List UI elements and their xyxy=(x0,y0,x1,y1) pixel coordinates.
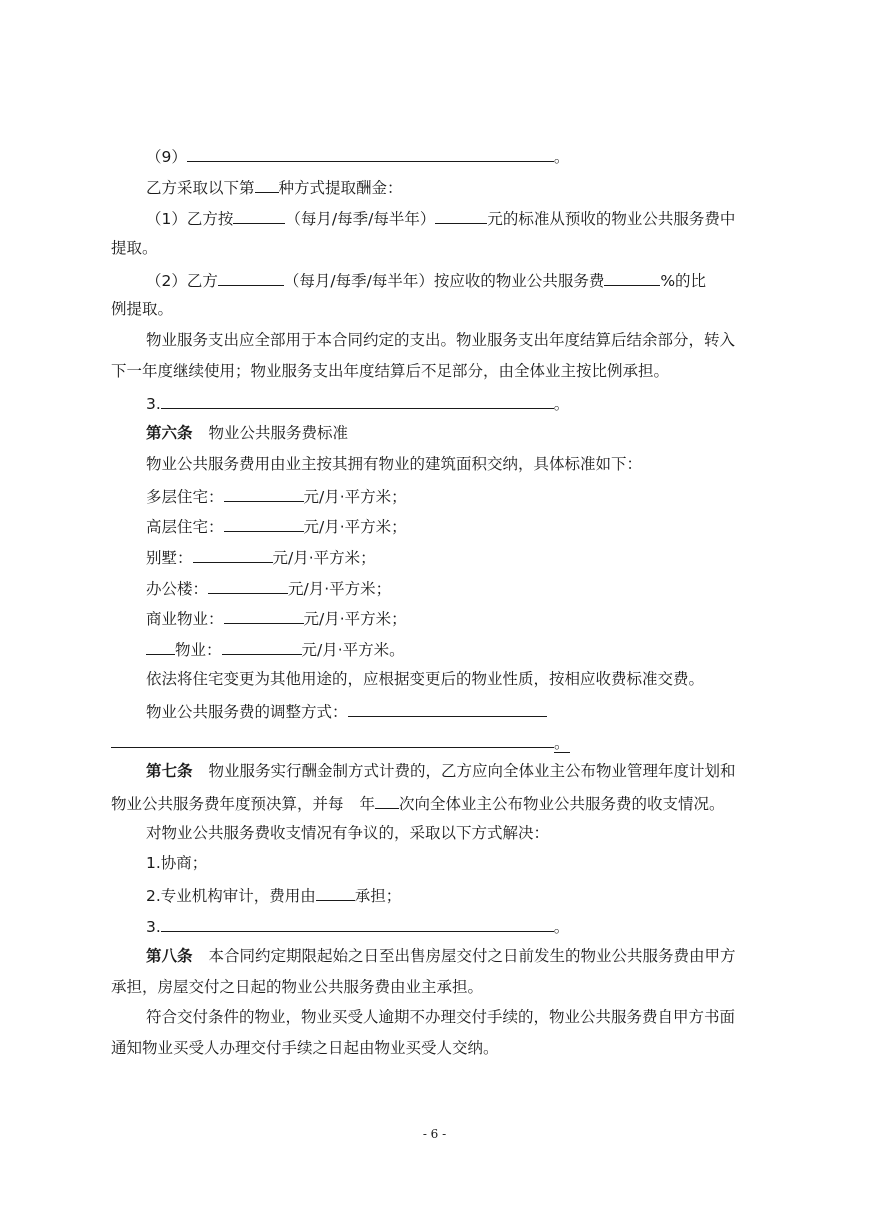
text: 本合同约定期限起始之日至出售房屋交付之日前发生的物业公共服务费由甲方 xyxy=(208,947,736,965)
expense-line-1: 物业服务支出应全部用于本合同约定的支出。物业服务支出年度结算后结余部分，转入 xyxy=(146,331,736,349)
article-8-line-1 xyxy=(146,946,736,966)
article-7-line-1 xyxy=(146,761,736,781)
rate-label: 物业： xyxy=(175,641,222,659)
rate-unit: 元/月·平方米； xyxy=(288,580,392,598)
text: 乙方采取以下第 xyxy=(146,179,255,197)
blank-field[interactable] xyxy=(255,176,279,193)
rate-unit: 元/月·平方米。 xyxy=(301,641,405,659)
rate-label: 别墅： xyxy=(146,549,193,567)
text: （每月/每季/每半年） xyxy=(285,210,436,228)
rate-label: 多层住宅： xyxy=(146,488,224,506)
adjust-method xyxy=(146,700,547,722)
rate-label: 办公楼： xyxy=(146,580,209,598)
article-7-line-2 xyxy=(111,792,725,814)
blank-field[interactable] xyxy=(316,884,355,901)
article-number: 第七条 xyxy=(146,762,193,780)
article-6-intro: 物业公共服务费用由业主按其拥有物业的建筑面积交纳，具体标准如下： xyxy=(146,455,643,473)
rate-label: 商业物业： xyxy=(146,610,224,628)
punctuation: 。 xyxy=(553,918,570,936)
punctuation: 。 xyxy=(553,395,570,413)
blank-field[interactable] xyxy=(193,546,273,563)
blank-field[interactable] xyxy=(224,485,304,502)
method-2-line-1 xyxy=(146,269,706,291)
expense-line-2: 下一年度继续使用；物业服务支出年度结算后不足部分，由全体业主按比例承担。 xyxy=(111,362,670,380)
method-1-line-1 xyxy=(146,207,735,229)
item-label: 3. xyxy=(146,395,161,413)
item-label: （9） xyxy=(146,148,187,166)
article-number: 第六条 xyxy=(146,424,193,442)
blank-field[interactable] xyxy=(218,269,284,286)
article-number: 第八条 xyxy=(146,947,193,965)
text: %的比 xyxy=(660,272,707,290)
method-intro xyxy=(146,176,403,198)
text: 种方式提取酬金： xyxy=(278,179,403,197)
change-rule: 依法将住宅变更为其他用途的，应根据变更后的物业性质，按相应收费标准交费。 xyxy=(146,670,705,688)
text: 物业公共服务费年度预决算，并每 xyxy=(111,795,344,813)
blank-field[interactable] xyxy=(604,269,660,286)
page-number: - 6 - xyxy=(422,1127,447,1141)
rate-row xyxy=(146,607,407,629)
rate-row xyxy=(146,515,407,537)
text: 2.专业机构审计，费用由 xyxy=(146,887,316,905)
rate-unit: 元/月·平方米； xyxy=(303,610,407,628)
blank-field[interactable] xyxy=(348,700,547,717)
rate-row xyxy=(146,577,391,599)
blank-field[interactable] xyxy=(233,207,285,224)
dispute-option-2 xyxy=(146,884,401,906)
rate-row xyxy=(146,546,376,568)
item-label: 3. xyxy=(146,918,161,936)
article-8-line-2: 承担，房屋交付之日起的物业公共服务费由业主承担。 xyxy=(111,978,484,996)
method-1-line-2: 提取。 xyxy=(111,239,158,257)
article-6-heading xyxy=(146,423,348,443)
article-title: 物业公共服务费标准 xyxy=(208,424,349,442)
dispute-option-3 xyxy=(146,915,569,937)
blank-field[interactable] xyxy=(375,792,399,809)
rate-row xyxy=(146,638,405,660)
text: 物业服务实行酬金制方式计费的，乙方应向全体业主公布物业管理年度计划和 xyxy=(208,762,736,780)
blank-field[interactable] xyxy=(224,607,304,624)
text: 次向全体业主公布物业公共服务费的收支情况。 xyxy=(399,795,725,813)
dispute-option-1: 1.协商； xyxy=(146,854,208,872)
field-label: 物业公共服务费的调整方式： xyxy=(146,703,348,721)
blank-field[interactable] xyxy=(111,731,554,748)
blank-field[interactable] xyxy=(146,638,175,655)
item-3-a xyxy=(146,392,569,414)
rate-label: 高层住宅： xyxy=(146,518,224,536)
dispute-intro: 对物业公共服务费收支情况有争议的，采取以下方式解决： xyxy=(146,824,550,842)
blank-field[interactable] xyxy=(222,638,302,655)
method-2-line-2: 例提取。 xyxy=(111,300,174,318)
text: 元的标准从预收的物业公共服务费中 xyxy=(487,210,736,228)
blank-field[interactable] xyxy=(208,577,288,594)
text: （每月/每季/每半年）按应收的物业公共服务费 xyxy=(283,272,605,290)
punctuation: 。 xyxy=(553,148,570,166)
rate-unit: 元/月·平方米； xyxy=(303,488,407,506)
text: （1）乙方按 xyxy=(146,210,234,228)
blank-field[interactable] xyxy=(161,392,554,409)
punctuation: 。 xyxy=(554,734,570,752)
blank-field[interactable] xyxy=(224,515,304,532)
text: （2）乙方 xyxy=(146,272,218,290)
rate-unit: 元/月·平方米； xyxy=(272,549,376,567)
article-8-line-4: 通知物业买受人办理交付手续之日起由物业买受人交纳。 xyxy=(111,1039,499,1057)
text: 承担； xyxy=(354,887,402,905)
blank-field[interactable] xyxy=(161,915,554,932)
article-8-line-3: 符合交付条件的物业，物业买受人逾期不办理交付手续的，物业公共服务费自甲方书面 xyxy=(146,1008,736,1026)
rate-unit: 元/月·平方米； xyxy=(303,518,407,536)
rate-row xyxy=(146,485,407,507)
item-9 xyxy=(146,145,569,167)
blank-field[interactable] xyxy=(435,207,487,224)
adjust-method-cont xyxy=(111,731,570,753)
text: 年 xyxy=(359,795,376,813)
blank-field[interactable] xyxy=(187,145,554,162)
